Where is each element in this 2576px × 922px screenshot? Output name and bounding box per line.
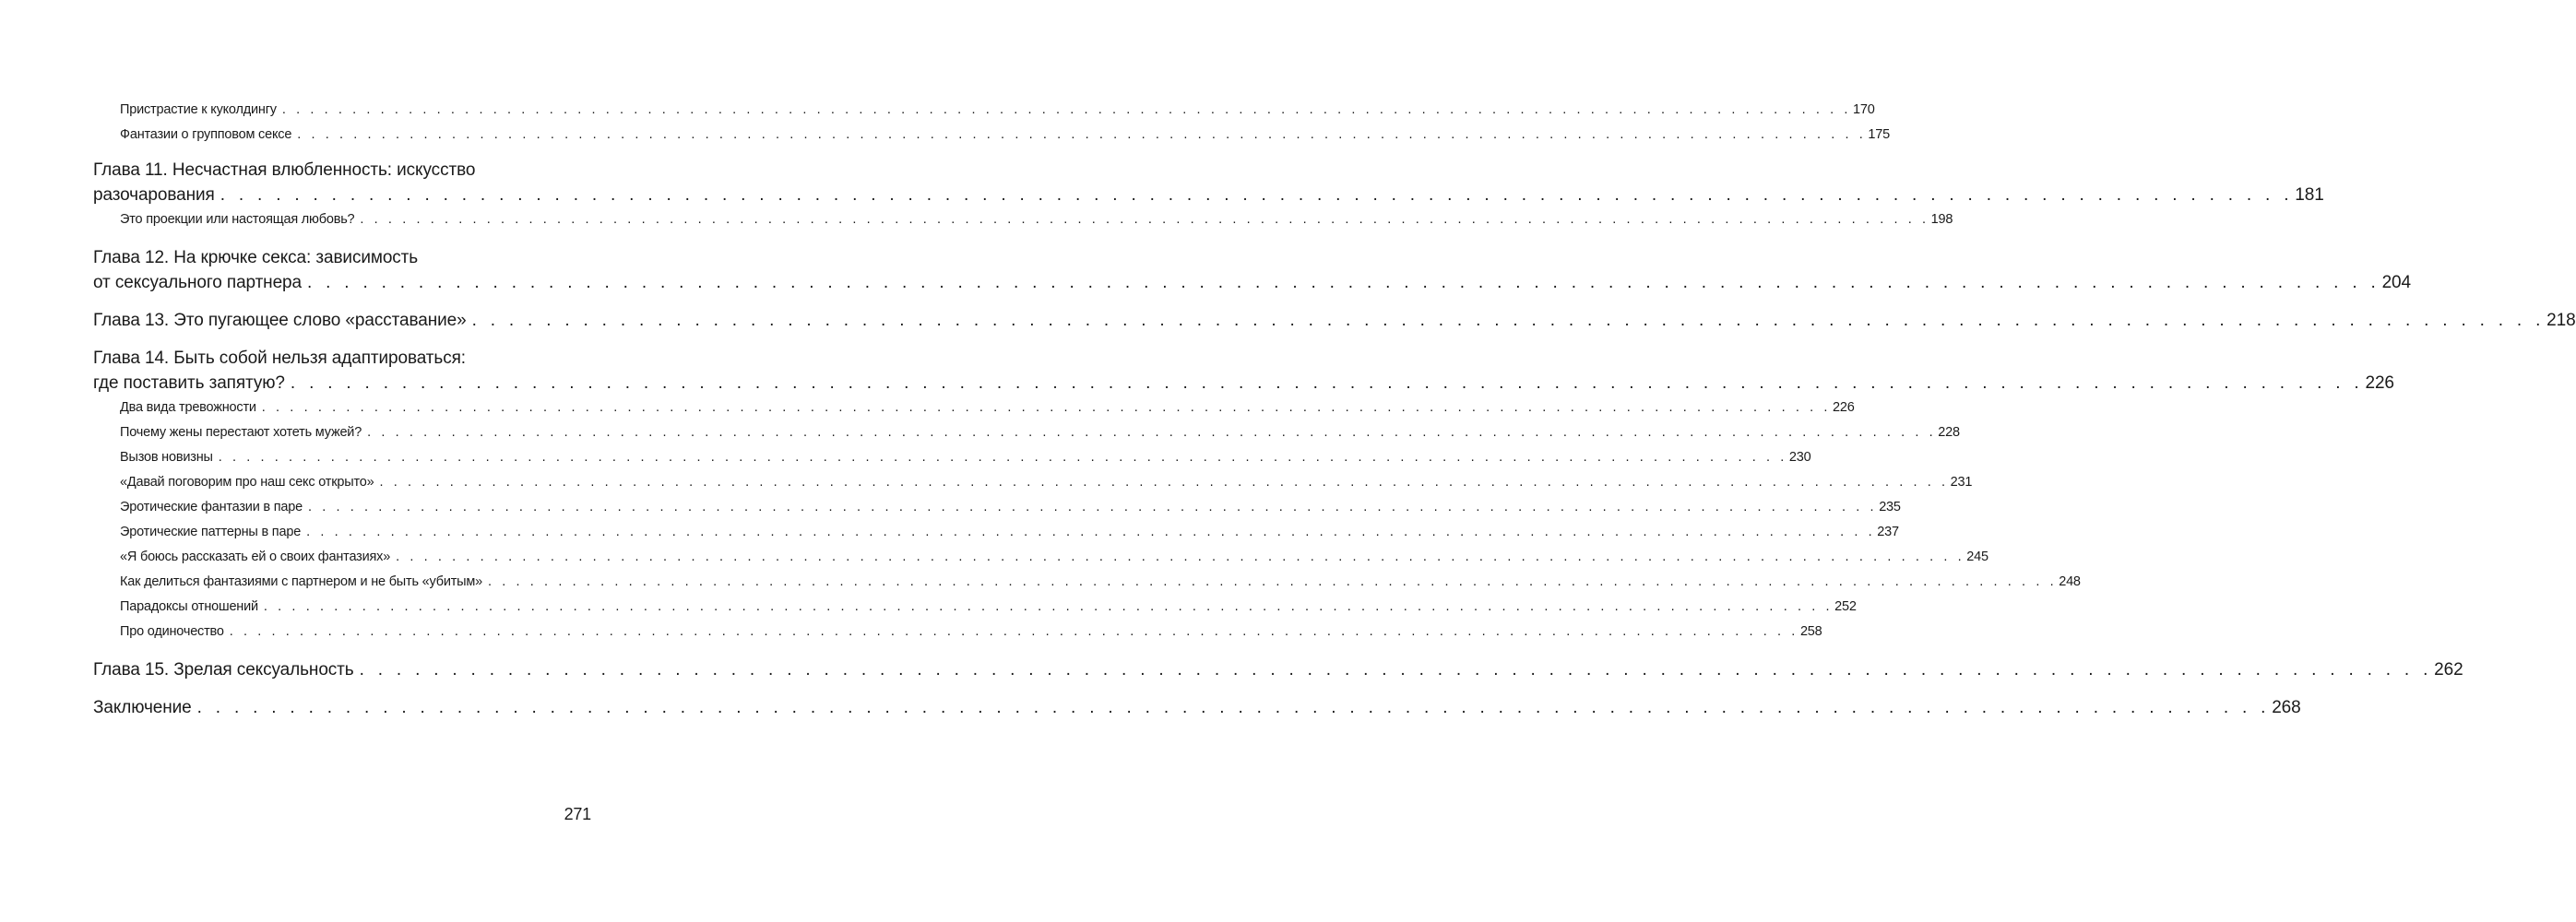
toc-entry-title: Про одиночество xyxy=(120,624,224,639)
dot-leader xyxy=(262,396,1831,420)
chapter-page: 181 xyxy=(2295,185,2324,205)
toc-entry-page: 235 xyxy=(1879,500,1901,514)
chapter-15-entry xyxy=(93,657,2463,682)
chapter-title: Глава 15. Зрелая сексуальность xyxy=(93,660,354,680)
dot-leader xyxy=(197,695,2271,720)
dot-leader xyxy=(360,207,1929,232)
toc-entry-page: 198 xyxy=(1930,212,1953,227)
dot-leader xyxy=(297,123,1866,148)
conclusion-entry xyxy=(93,695,2301,720)
toc-entry-page: 258 xyxy=(1799,624,1822,639)
toc-entry-page: 170 xyxy=(1853,102,1875,117)
chapter-page: 218 xyxy=(2546,311,2576,330)
toc-entry-page: 237 xyxy=(1877,525,1899,539)
dot-leader xyxy=(360,657,2433,682)
toc-entry-page: 231 xyxy=(1950,475,1973,490)
dot-leader xyxy=(230,620,1798,644)
toc-entry xyxy=(120,98,1875,123)
toc-entry-title: Как делиться фантазиями с партнером и не быть «убитым» xyxy=(120,574,483,589)
toc-entry-title: «Я боюсь рассказать ей о своих фантазиях» xyxy=(120,550,391,564)
toc-entry xyxy=(120,545,1988,570)
chapter-title-continued: разочарования xyxy=(93,185,215,205)
dot-leader xyxy=(307,270,2380,295)
toc-entry-title: Эротические паттерны в паре xyxy=(120,525,302,539)
dot-leader xyxy=(396,545,1965,570)
toc-entry xyxy=(120,595,1857,620)
toc-entry xyxy=(120,570,2081,595)
dot-leader xyxy=(379,470,1948,495)
toc-entry-page: 252 xyxy=(1834,599,1857,614)
toc-entry xyxy=(120,207,1953,232)
chapter-page: 262 xyxy=(2434,660,2463,680)
toc-entry-title: «Давай поговорим про наш секс открыто» xyxy=(120,475,374,490)
toc-entry-title: Эротические фантазии в паре xyxy=(120,500,303,514)
toc-entry-title: Два вида тревожности xyxy=(120,400,256,415)
chapter-title: Глава 13. Это пугающее слово «расставание» xyxy=(93,311,467,330)
toc-entry xyxy=(120,420,1960,445)
toc-entry-title: Вызов новизны xyxy=(120,450,213,465)
toc-entry xyxy=(120,445,1811,470)
chapter-page: 268 xyxy=(2272,698,2301,717)
chapter-title: Заключение xyxy=(93,698,192,717)
dot-leader xyxy=(291,371,2364,396)
toc-entry-page: 230 xyxy=(1788,450,1811,465)
chapter-page: 204 xyxy=(2381,273,2411,292)
toc-entry xyxy=(120,495,1901,520)
toc-entry-page: 228 xyxy=(1938,425,1960,440)
dot-leader xyxy=(306,520,1875,545)
dot-leader xyxy=(264,595,1833,620)
toc-entry xyxy=(120,396,1855,420)
chapter-12-entry xyxy=(93,270,2411,295)
toc-entry-page: 248 xyxy=(2059,574,2081,589)
toc-entry-title: Почему жены перестают хотеть мужей? xyxy=(120,425,362,440)
table-of-contents xyxy=(93,98,2576,720)
dot-leader xyxy=(282,98,1851,123)
chapter-11-entry xyxy=(93,183,2324,207)
dot-leader xyxy=(219,445,1787,470)
chapter-14-entry xyxy=(93,371,2394,396)
chapter-title-continued: где поставить запятую? xyxy=(93,373,285,393)
toc-entry-title: Это проекции или настоящая любовь? xyxy=(120,212,355,227)
toc-entry-title: Фантазии о групповом сексе xyxy=(120,127,292,142)
chapter-11-title: Глава 11. Несчастная влюбленность: искусство xyxy=(93,160,476,180)
page-number: 271 xyxy=(564,805,591,823)
dot-leader xyxy=(308,495,1877,520)
chapter-13-entry xyxy=(93,308,2576,333)
chapter-12-title: Глава 12. На крючке секса: зависимость xyxy=(93,248,419,267)
dot-leader xyxy=(367,420,1936,445)
toc-entry-page: 175 xyxy=(1868,127,1890,142)
toc-entry xyxy=(120,520,1899,545)
toc-entry xyxy=(120,620,1822,644)
chapter-14-title: Глава 14. Быть собой нельзя адаптироваться: xyxy=(93,349,466,368)
toc-entry xyxy=(120,123,1890,148)
toc-entry-page: 226 xyxy=(1832,400,1855,415)
dot-leader xyxy=(488,570,2057,595)
chapter-title-continued: от сексуального партнера xyxy=(93,273,302,292)
chapter-page: 226 xyxy=(2365,373,2394,393)
toc-entry-title: Парадоксы отношений xyxy=(120,599,258,614)
toc-entry xyxy=(120,470,1973,495)
dot-leader xyxy=(472,308,2546,333)
dot-leader xyxy=(220,183,2294,207)
toc-entry-page: 245 xyxy=(1966,550,1988,564)
toc-entry-title: Пристрастие к куколдингу xyxy=(120,102,277,117)
